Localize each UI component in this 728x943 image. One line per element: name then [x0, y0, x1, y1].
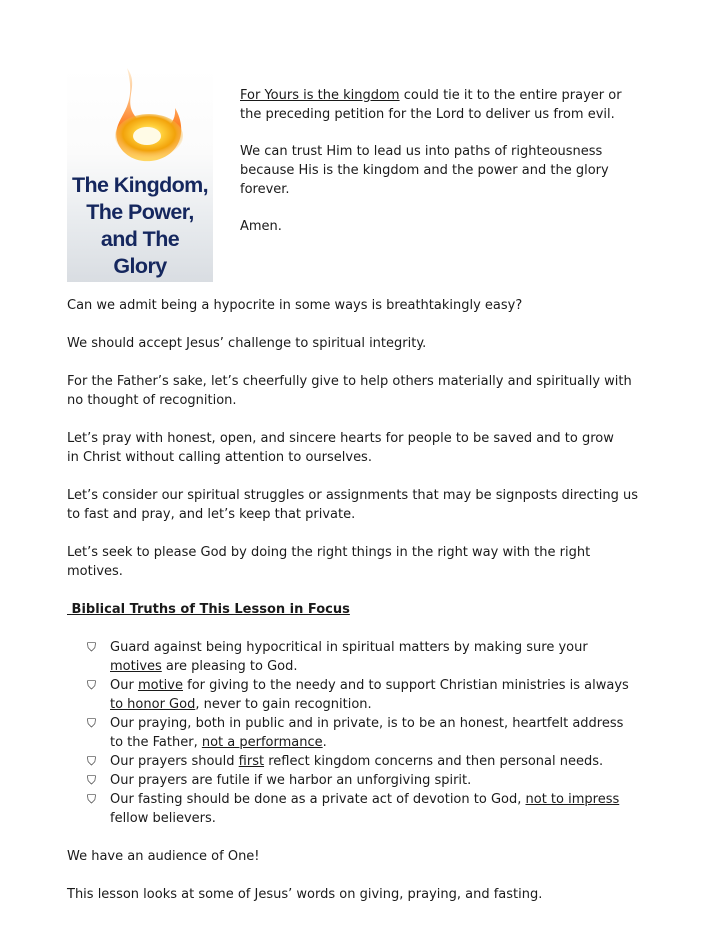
- paragraph: [67, 334, 667, 353]
- bullet-icon: ⛉: [87, 716, 97, 730]
- text-span: Our: [110, 678, 138, 693]
- text-span: Our fasting should be done as a private act of devotion to God,: [110, 792, 526, 807]
- text-span: fellow believers.: [110, 811, 216, 826]
- bullet-icon: ⛉: [87, 754, 97, 768]
- paragraph: [67, 543, 667, 581]
- text-span: first: [238, 754, 265, 769]
- paragraph: [67, 429, 667, 467]
- cover-title-line: and The: [100, 227, 180, 251]
- text-span: Let’s pray with honest, open, and sincere hearts for people to be saved and to grow: [67, 431, 614, 446]
- bullet-icon: ⛉: [87, 792, 97, 806]
- book-cover-image: [67, 68, 213, 282]
- text-span: , never to gain recognition.: [195, 697, 372, 712]
- text-span: motive: [137, 678, 183, 693]
- text-span: to the Father,: [110, 735, 202, 750]
- list-item: [87, 752, 667, 771]
- cover-title-line: The Power,: [86, 200, 194, 224]
- text-span: .: [322, 735, 327, 750]
- text-span: no thought of recognition.: [67, 393, 237, 408]
- paragraph: [67, 847, 667, 866]
- bullet-icon: ⛉: [87, 640, 97, 654]
- truths-list: [67, 638, 667, 828]
- text-span: could tie it to the entire prayer or: [399, 88, 622, 103]
- flame-icon: [87, 68, 207, 168]
- text-span: to fast and pray, and let’s keep that private.: [67, 507, 356, 522]
- text-span: Biblical Truths of This Lesson in Focus: [71, 602, 350, 617]
- paragraph: [67, 885, 667, 904]
- text-span: Can we admit being a hypocrite in some ways is breathtakingly easy?: [67, 298, 523, 313]
- text-span: We have an audience of One!: [67, 849, 260, 864]
- text-span: in Christ without calling attention to ourselves.: [67, 450, 372, 465]
- kingdom-phrase: For Yours is the kingdom: [240, 88, 400, 103]
- text-span: Our prayers are futile if we harbor an unforgiving spirit.: [110, 773, 472, 788]
- cover-title: [67, 172, 213, 280]
- text-span: This lesson looks at some of Jesus’ words on giving, praying, and fasting.: [67, 887, 543, 902]
- text-span: are pleasing to God.: [161, 659, 298, 674]
- text-span: not to impress: [525, 792, 620, 807]
- bullet-icon: ⛉: [87, 678, 97, 692]
- text-span: motives: [110, 659, 162, 674]
- list-item: [87, 771, 667, 790]
- text-span: We should accept Jesus’ challenge to spiritual integrity.: [67, 336, 427, 351]
- paragraph: [67, 372, 667, 410]
- text-span: for giving to the needy and to support Christian ministries is always: [182, 678, 629, 693]
- text-span: motives.: [67, 564, 123, 579]
- focus-heading: [67, 600, 667, 619]
- text-span: because His is the kingdom and the power and the glory: [240, 163, 609, 178]
- text-span: the preceding petition for the Lord to deliver us from evil.: [240, 107, 615, 122]
- cover-title-line: Glory: [113, 254, 167, 278]
- bullet-icon: ⛉: [87, 773, 97, 787]
- text-span: For the Father’s sake, let’s cheerfully give to help others materially and spiritually with: [67, 374, 632, 389]
- text-span: Guard against being hypocritical in spiritual matters by making sure your: [110, 640, 588, 655]
- side-text: [240, 86, 660, 254]
- cover-title-line: The Kingdom,: [71, 173, 209, 197]
- text-span: Our prayers should: [110, 754, 239, 769]
- text-span: We can trust Him to lead us into paths of righteousness: [240, 144, 603, 159]
- paragraph: [67, 486, 667, 524]
- list-item: [87, 714, 667, 752]
- list-item: [87, 790, 667, 828]
- text-span: Let’s consider our spiritual struggles or assignments that may be signposts directing us: [67, 488, 638, 503]
- paragraph: [67, 296, 667, 315]
- list-item: [87, 676, 667, 714]
- side-paragraph: [240, 142, 660, 199]
- text-span: Let’s seek to please God by doing the right things in the right way with the right: [67, 545, 591, 560]
- text-span: to honor God: [110, 697, 196, 712]
- text-span: not a performance: [201, 735, 323, 750]
- text-span: reflect kingdom concerns and then personal needs.: [264, 754, 604, 769]
- text-span: Our praying, both in public and in private, is to be an honest, heartfelt address: [110, 716, 624, 731]
- body-text: [67, 296, 667, 923]
- list-item: [87, 638, 667, 676]
- side-paragraph: [240, 86, 660, 124]
- text-span: forever.: [240, 182, 290, 197]
- amen-text: Amen.: [240, 219, 282, 234]
